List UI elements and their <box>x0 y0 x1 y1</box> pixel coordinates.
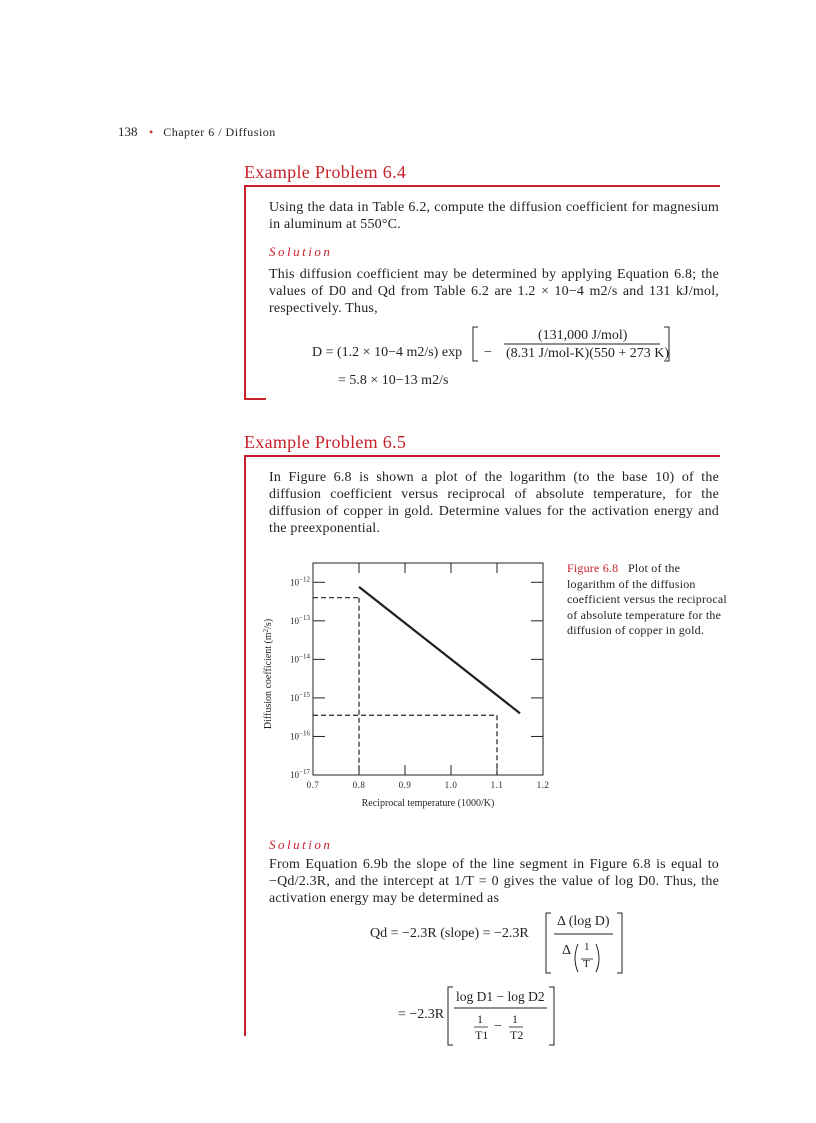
eq2-one-b: 1 <box>512 1012 518 1026</box>
left-bracket <box>448 987 453 1045</box>
tick-labels <box>290 575 549 790</box>
right-paren <box>596 944 599 972</box>
example-6-4-title: Example Problem 6.4 <box>244 162 407 182</box>
solution-label-text: Solution <box>269 244 333 259</box>
y-tick-label: $10^{-17}$ <box>290 768 310 780</box>
eq1-lhs: Qd = −2.3R (slope) = −2.3R <box>370 926 529 941</box>
example-6-4-question: Using the data in Table 6.2, compute the diffusion coefficient for magnesium in aluminum at 550°C. <box>269 200 719 232</box>
axis-ticks <box>313 563 543 775</box>
example-6-4-title-rule <box>244 185 720 187</box>
x-tick-label: 1.2 <box>536 780 550 790</box>
example-6-4-solution-text: This diffusion coefficient may be determined by applying Equation 6.8; the values of D0 and Qd from Table 6.2 are 1.2 × 10−4 m2/s and 131 kJ/mol, respectively. Thus, <box>269 267 719 316</box>
y-tick-label: $10^{-12}$ <box>290 575 310 588</box>
example-6-5-solution-label <box>269 837 332 853</box>
example-6-4-result: = 5.8 × 10−13 m2/s <box>338 373 449 388</box>
running-header <box>118 124 276 140</box>
example-6-5-question: In Figure 6.8 is shown a plot of the logarithm (to the base 10) of the diffusion coefficient versus reciprocal of absolute temperature, for the diffusion of copper in gold. Determine values for the activation energy and the preexponential. <box>269 470 719 536</box>
y-tick-label: $10^{-13}$ <box>290 613 310 626</box>
left-bracket <box>546 913 551 973</box>
page-number: 138 <box>118 124 138 139</box>
data-series <box>359 587 520 713</box>
eq1-den-one: 1 <box>584 941 590 953</box>
y-tick-label: $10^{-14}$ <box>290 652 310 665</box>
right-bracket <box>549 987 554 1045</box>
figure-6-8-chart <box>258 560 558 820</box>
x-tick-label: 1.1 <box>490 780 504 790</box>
y-axis-label: Diffusion coefficient $(m^2/s)$ <box>262 618 274 730</box>
eq2-t2: T2 <box>510 1028 524 1042</box>
figure-6-8-caption <box>567 561 727 639</box>
equation-denominator: (8.31 J/mol-K)(550 + 273 K) <box>506 346 670 361</box>
eq1-den-t: T <box>583 958 590 970</box>
left-bracket <box>473 327 478 361</box>
x-axis-label: Reciprocal temperature (1000/K) <box>361 798 495 809</box>
x-tick-label: 0.7 <box>306 780 320 790</box>
eq2-one-a: 1 <box>477 1012 483 1026</box>
example-6-5-solution-text: From Equation 6.9b the slope of the line segment in Figure 6.8 is equal to −Qd/2.3R, and the intercept at 1/T = 0 gives the value of log D0. Thus, the activation energy may be determined as <box>269 857 719 906</box>
eq1-den-delta: Δ <box>562 943 572 958</box>
chapter-title: Chapter 6 / Diffusion <box>163 125 276 139</box>
eq1-numerator: Δ (log D) <box>557 914 610 929</box>
x-tick-label: 1.0 <box>444 780 458 790</box>
solution-label-text: Solution <box>269 837 333 852</box>
figure-caption-text: Plot of the logarithm of the diffusion coefficient versus the reciprocal of absolute temperature for the diffusion of copper in gold. <box>567 561 727 637</box>
right-bracket <box>617 913 622 973</box>
example-6-4-side-bar <box>244 186 246 400</box>
y-tick-label: $10^{-15}$ <box>290 690 310 703</box>
example-6-4-solution-label <box>269 244 332 260</box>
equation-minus: − <box>484 345 492 360</box>
bullet-icon: • <box>149 125 154 139</box>
example-6-5-side-bar <box>244 456 246 1036</box>
plot-frame <box>313 563 543 775</box>
x-tick-label: 0.8 <box>352 780 366 790</box>
equation-numerator: (131,000 J/mol) <box>538 328 628 343</box>
x-tick-label: 0.9 <box>398 780 412 790</box>
eq2-numerator: log D1 − log D2 <box>456 989 545 1004</box>
example-6-5-title: Example Problem 6.5 <box>244 432 407 452</box>
figure-label: Figure 6.8 <box>567 561 619 575</box>
example-6-5-title-rule <box>244 455 720 457</box>
y-tick-label: $10^{-16}$ <box>290 729 310 742</box>
series-line-cu-in-au <box>359 587 520 713</box>
eq2-minus: − <box>494 1019 502 1034</box>
example-6-4-equation-lhs: D = (1.2 × 10−4 m2/s) exp <box>312 345 463 360</box>
left-paren <box>575 944 578 972</box>
eq2-lhs: = −2.3R <box>398 1007 445 1022</box>
example-6-4-end-bar <box>244 398 266 400</box>
eq2-t1: T1 <box>475 1028 489 1042</box>
